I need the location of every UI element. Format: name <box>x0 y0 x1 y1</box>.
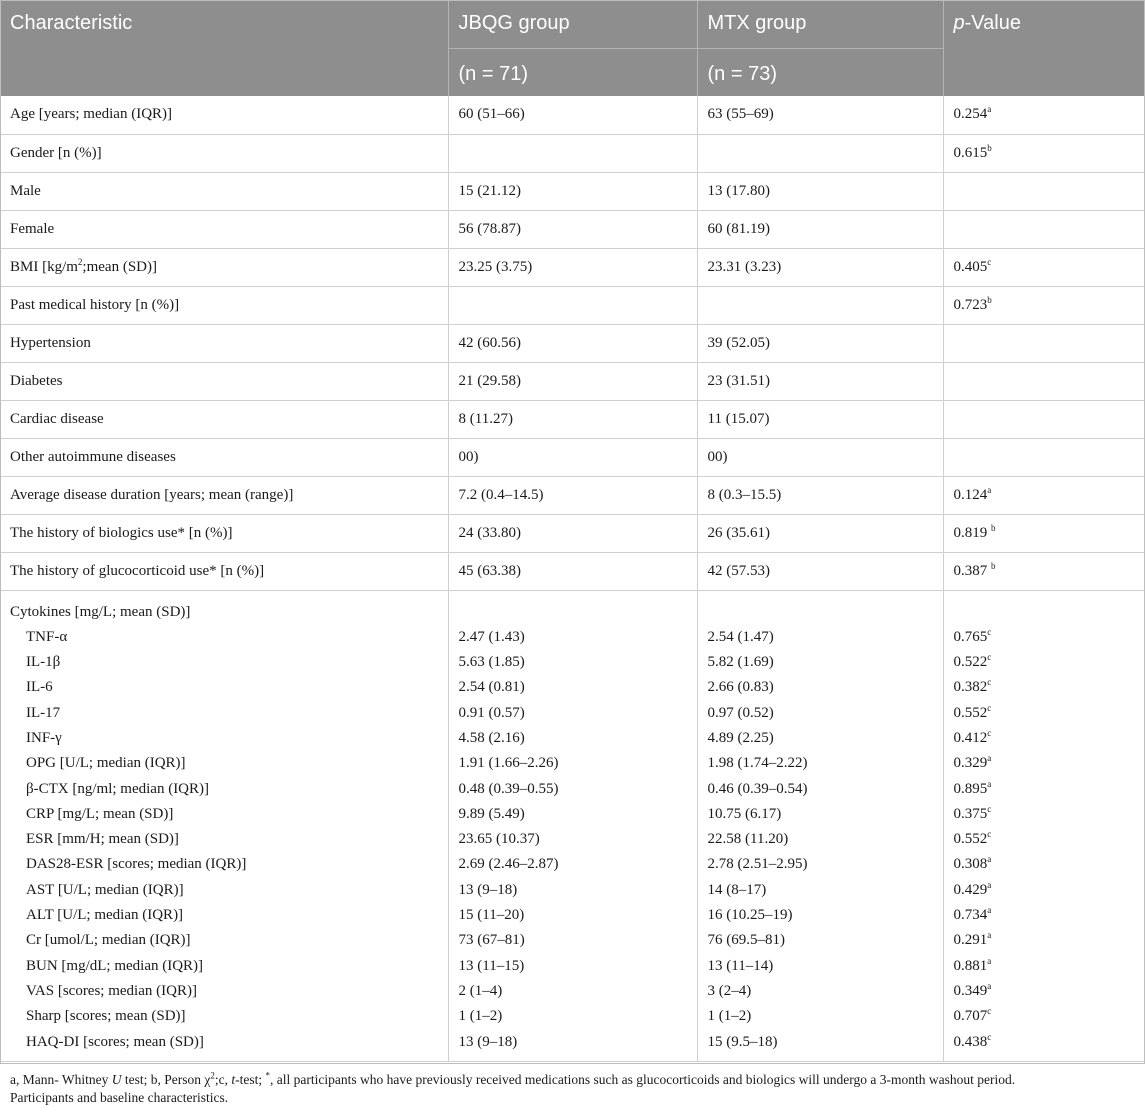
mtx-value: 26 (35.61) <box>697 514 943 552</box>
mtx-value <box>697 134 943 172</box>
cytokine-p-cell <box>954 852 1145 877</box>
p-value-cell <box>943 362 1145 400</box>
mtx-value <box>697 286 943 324</box>
table-row-age <box>0 96 1145 134</box>
p-value-cell <box>943 286 1145 324</box>
row-label: Hypertension <box>0 324 448 362</box>
mtx-value: 42 (57.53) <box>697 552 943 590</box>
cytokine-p-cell <box>954 827 1145 852</box>
table-row-diabetes <box>0 362 1145 400</box>
cytokine-mtx-value: 10.75 (6.17) <box>707 805 782 822</box>
p-value: 0.254 <box>953 106 988 123</box>
cytokine-p-cell <box>954 1004 1145 1029</box>
cytokine-p-value: 0.734 <box>953 907 988 924</box>
p-superscript: a <box>987 104 992 115</box>
p-value-cell <box>943 172 1145 210</box>
jbqg-value <box>448 286 697 324</box>
cytokine-p-superscript: a <box>987 955 992 966</box>
cytokine-label: AST [U/L; median (IQR)] <box>26 881 184 898</box>
cytokine-p-cell <box>954 701 1145 726</box>
cytokine-jbqg-value: 0.48 (0.39–0.55) <box>458 780 559 797</box>
mtx-value: 13 (17.80) <box>697 172 943 210</box>
footnote-sup: * <box>265 1070 270 1081</box>
row-label: The history of biologics use* [n (%)] <box>0 514 448 552</box>
p-superscript: b <box>987 142 992 153</box>
footnote-italic-u: U <box>111 1072 122 1087</box>
row-label: Average disease duration [years; mean (range)] <box>0 476 448 514</box>
header-jbqg-group: JBQG group <box>448 0 697 48</box>
cytokine-p-cell <box>954 928 1145 953</box>
cytokine-mtx-value: 1.98 (1.74–2.22) <box>707 755 808 772</box>
cytokine-mtx-value: 0.97 (0.52) <box>707 704 774 721</box>
cytokines-title: Cytokines [mg/L; mean (SD)] <box>10 603 191 620</box>
cytokine-p-superscript: a <box>987 980 992 991</box>
cytokine-mtx-value: 22.58 (11.20) <box>707 831 789 848</box>
p-value-cell <box>943 438 1145 476</box>
cytokine-p-value: 0.707 <box>953 1008 988 1025</box>
header-p-italic: p <box>953 12 965 34</box>
row-label: Cardiac disease <box>0 400 448 438</box>
cytokine-p-cell <box>954 878 1145 903</box>
cytokine-p-superscript: a <box>987 905 992 916</box>
cytokine-mtx-value: 14 (8–17) <box>707 881 767 898</box>
cytokine-jbqg-values <box>448 590 697 1061</box>
row-label: Gender [n (%)] <box>0 134 448 172</box>
p-value-cell <box>943 96 1145 134</box>
cytokine-jbqg-value: 0.91 (0.57) <box>458 704 525 721</box>
footnote-text: test; b, Person χ <box>121 1072 211 1087</box>
cytokine-mtx-value: 2.66 (0.83) <box>707 679 774 696</box>
cytokine-label: IL-17 <box>26 704 61 721</box>
p-value-cell <box>943 552 1145 590</box>
cytokine-mtx-value: 16 (10.25–19) <box>707 907 793 924</box>
cytokine-p-superscript: c <box>987 829 992 840</box>
cytokine-label: VAS [scores; median (IQR)] <box>26 982 197 999</box>
cytokine-p-superscript: c <box>987 702 992 713</box>
footnote-italic-t: t <box>231 1072 236 1087</box>
p-value-cell <box>943 134 1145 172</box>
cytokine-p-value: 0.881 <box>953 957 988 974</box>
cytokine-p-cell <box>954 979 1145 1004</box>
header-mtx-group: MTX group <box>697 0 943 48</box>
bmi-label-post: ;mean (SD)] <box>82 258 157 275</box>
cytokine-jbqg-value: 2.47 (1.43) <box>458 628 525 645</box>
header-jbqg-n: (n = 71) <box>448 48 697 96</box>
table-row-glucocorticoid-use <box>0 552 1145 590</box>
cytokine-label: DAS28-ESR [scores; median (IQR)] <box>26 856 247 873</box>
cytokine-jbqg-value: 13 (11–15) <box>458 957 525 974</box>
cytokine-mtx-value: 13 (11–14) <box>707 957 774 974</box>
cytokine-jbqg-value: 1 (1–2) <box>458 1008 503 1025</box>
cytokine-jbqg-value: 1.91 (1.66–2.26) <box>458 755 559 772</box>
row-label: The history of glucocorticoid use* [n (%)] <box>0 552 448 590</box>
table-row-past-medical-history <box>0 286 1145 324</box>
cytokine-p-cell <box>954 751 1145 776</box>
p-value-cell <box>943 248 1145 286</box>
cytokine-p-value: 0.895 <box>953 780 988 797</box>
jbqg-value: 60 (51–66) <box>448 96 697 134</box>
bmi-label-sup: 2 <box>77 256 83 267</box>
cytokine-label: OPG [U/L; median (IQR)] <box>26 755 186 772</box>
jbqg-value: 24 (33.80) <box>448 514 697 552</box>
p-value: 0.405 <box>953 258 988 275</box>
cytokine-p-superscript: a <box>987 930 992 941</box>
cytokine-jbqg-value: 2.54 (0.81) <box>458 679 525 696</box>
cytokine-mtx-value: 76 (69.5–81) <box>707 932 785 949</box>
cytokine-p-cell <box>954 777 1145 802</box>
p-superscript: c <box>987 256 992 267</box>
cytokine-p-value: 0.552 <box>953 831 988 848</box>
p-value-cell <box>943 210 1145 248</box>
cytokine-mtx-value: 5.82 (1.69) <box>707 654 774 671</box>
jbqg-value: 45 (63.38) <box>448 552 697 590</box>
table-row-hypertension <box>0 324 1145 362</box>
cytokine-mtx-value: 2.78 (2.51–2.95) <box>707 856 808 873</box>
cytokine-label: INF-γ <box>26 729 62 746</box>
table-row-male <box>0 172 1145 210</box>
cytokine-label: HAQ-DI [scores; mean (SD)] <box>26 1033 204 1050</box>
cytokine-label: Cr [umol/L; median (IQR)] <box>26 932 191 949</box>
mtx-value: 23 (31.51) <box>697 362 943 400</box>
jbqg-value: 23.25 (3.75) <box>448 248 697 286</box>
cytokine-label: ESR [mm/H; mean (SD)] <box>26 831 179 848</box>
p-value: 0.723 <box>953 296 988 313</box>
p-value-cell <box>943 324 1145 362</box>
cytokine-mtx-value: 3 (2–4) <box>707 982 752 999</box>
cytokine-mtx-value: 4.89 (2.25) <box>707 729 774 746</box>
cytokine-p-cell <box>954 802 1145 827</box>
mtx-value: 39 (52.05) <box>697 324 943 362</box>
p-value-cell <box>943 514 1145 552</box>
cytokine-label: IL-6 <box>26 679 53 696</box>
cytokine-p-value: 0.765 <box>953 628 988 645</box>
cytokine-label: TNF-α <box>26 628 68 645</box>
table-row-cytokines <box>0 590 1145 1061</box>
cytokine-p-value: 0.291 <box>953 932 988 949</box>
cytokine-p-value: 0.552 <box>953 704 988 721</box>
header-p-rest: -Value <box>964 12 1021 34</box>
cytokine-p-cell <box>954 675 1145 700</box>
jbqg-value: 8 (11.27) <box>448 400 697 438</box>
p-superscript: a <box>987 484 992 495</box>
p-value: 0.615 <box>953 144 988 161</box>
cytokine-mtx-value: 1 (1–2) <box>707 1008 752 1025</box>
jbqg-value: 56 (78.87) <box>448 210 697 248</box>
mtx-value: 11 (15.07) <box>697 400 943 438</box>
cytokine-p-value: 0.375 <box>953 805 988 822</box>
cytokine-p-superscript: c <box>987 1006 992 1017</box>
p-value: 0.819 <box>953 524 991 541</box>
table-row-gender <box>0 134 1145 172</box>
cytokine-p-cell <box>954 625 1145 650</box>
cytokine-p-value: 0.349 <box>953 982 988 999</box>
cytokine-p-superscript: c <box>987 727 992 738</box>
cytokine-jbqg-value: 13 (9–18) <box>458 881 518 898</box>
table-row-cardiac-disease <box>0 400 1145 438</box>
p-value-cell <box>943 400 1145 438</box>
cytokine-label: IL-1β <box>26 654 61 671</box>
footnote-abbreviations <box>10 1071 1140 1089</box>
cytokine-p-value: 0.382 <box>953 679 988 696</box>
cytokine-jbqg-value: 13 (9–18) <box>458 1033 518 1050</box>
cytokine-jbqg-value: 4.58 (2.16) <box>458 729 525 746</box>
cytokine-mtx-value: 2.54 (1.47) <box>707 628 774 645</box>
cytokine-p-cell <box>954 903 1145 928</box>
cytokine-p-value: 0.329 <box>953 755 988 772</box>
jbqg-value: 21 (29.58) <box>448 362 697 400</box>
cytokine-p-superscript: a <box>987 854 992 865</box>
cytokine-jbqg-value: 23.65 (10.37) <box>458 831 540 848</box>
cytokine-p-superscript: c <box>987 1031 992 1042</box>
cytokine-p-superscript: c <box>987 803 992 814</box>
cytokine-p-superscript: c <box>987 677 992 688</box>
cytokine-p-cell <box>954 650 1145 675</box>
cytokine-p-superscript: a <box>987 753 992 764</box>
jbqg-value: 42 (60.56) <box>448 324 697 362</box>
mtx-value: 23.31 (3.23) <box>697 248 943 286</box>
cytokine-jbqg-value: 2 (1–4) <box>458 982 503 999</box>
table-row-other-autoimmune <box>0 438 1145 476</box>
mtx-value: 8 (0.3–15.5) <box>697 476 943 514</box>
cytokine-p-value: 0.522 <box>953 654 988 671</box>
table-row-bmi <box>0 248 1145 286</box>
row-label: Female <box>0 210 448 248</box>
cytokine-p-values <box>943 590 1145 1061</box>
cytokine-jbqg-value: 15 (11–20) <box>458 907 525 924</box>
row-label: Age [years; median (IQR)] <box>0 96 448 134</box>
cytokine-p-superscript: c <box>987 626 992 637</box>
cytokine-jbqg-value: 2.69 (2.46–2.87) <box>458 856 559 873</box>
cytokine-p-cell <box>954 1030 1145 1055</box>
row-label: Other autoimmune diseases <box>0 438 448 476</box>
cytokine-label: ALT [U/L; median (IQR)] <box>26 907 184 924</box>
bmi-label-pre: BMI [kg/m <box>10 258 78 275</box>
cytokine-p-superscript: a <box>987 778 992 789</box>
cytokine-p-superscript: a <box>987 879 992 890</box>
cytokine-p-cell <box>954 726 1145 751</box>
header-mtx-n: (n = 73) <box>697 48 943 96</box>
p-superscript: b <box>987 294 992 305</box>
mtx-value: 63 (55–69) <box>697 96 943 134</box>
cytokine-p-value: 0.308 <box>953 856 988 873</box>
table-row-biologics-use <box>0 514 1145 552</box>
p-value: 0.124 <box>953 486 988 503</box>
cytokine-label: BUN [mg/dL; median (IQR)] <box>26 957 204 974</box>
cytokine-p-cell <box>954 954 1145 979</box>
row-label: Past medical history [n (%)] <box>0 286 448 324</box>
cytokine-label: CRP [mg/L; mean (SD)] <box>26 805 174 822</box>
p-value-cell <box>943 476 1145 514</box>
cytokine-mtx-value: 0.46 (0.39–0.54) <box>707 780 808 797</box>
jbqg-value: 15 (21.12) <box>448 172 697 210</box>
jbqg-value <box>448 134 697 172</box>
cytokine-label: Sharp [scores; mean (SD)] <box>26 1008 186 1025</box>
cytokine-label: β-CTX [ng/ml; median (IQR)] <box>26 780 210 797</box>
table-footnote <box>10 1071 1140 1107</box>
cytokine-jbqg-value: 9.89 (5.49) <box>458 805 525 822</box>
row-label: Male <box>0 172 448 210</box>
footnote-text: ;c, <box>214 1072 232 1087</box>
p-value: 0.387 <box>953 562 991 579</box>
jbqg-value: 7.2 (0.4–14.5) <box>448 476 697 514</box>
mtx-value: 00) <box>697 438 943 476</box>
p-superscript: b <box>991 522 996 533</box>
cytokine-jbqg-value: 5.63 (1.85) <box>458 654 525 671</box>
cytokine-p-value: 0.438 <box>953 1033 988 1050</box>
cytokine-p-value: 0.429 <box>953 881 988 898</box>
table-header <box>0 0 1145 96</box>
cytokine-labels <box>0 590 448 1061</box>
footnote-text: , all participants who have previously received medications such as glucocorticoids and biologics will undergo a 3-month washout period. <box>270 1072 1016 1087</box>
jbqg-value: 00) <box>448 438 697 476</box>
footnote-text: -test; <box>235 1072 266 1087</box>
row-label: Diabetes <box>0 362 448 400</box>
cytokine-mtx-value: 15 (9.5–18) <box>707 1033 778 1050</box>
footnote-text: a, Mann- Whitney <box>10 1072 112 1087</box>
table-caption: Participants and baseline characteristics. <box>10 1090 229 1105</box>
table-row-female <box>0 210 1145 248</box>
cytokine-mtx-values <box>697 590 943 1061</box>
mtx-value: 60 (81.19) <box>697 210 943 248</box>
row-label <box>0 248 448 286</box>
cytokine-p-superscript: c <box>987 652 992 663</box>
cytokine-p-value: 0.412 <box>953 729 988 746</box>
footnote-sup: 2 <box>210 1070 215 1081</box>
header-characteristic: Characteristic <box>0 0 448 96</box>
p-superscript: b <box>991 560 996 571</box>
table-row-disease-duration <box>0 476 1145 514</box>
cytokine-jbqg-value: 73 (67–81) <box>458 932 525 949</box>
header-p-value <box>943 0 1145 96</box>
